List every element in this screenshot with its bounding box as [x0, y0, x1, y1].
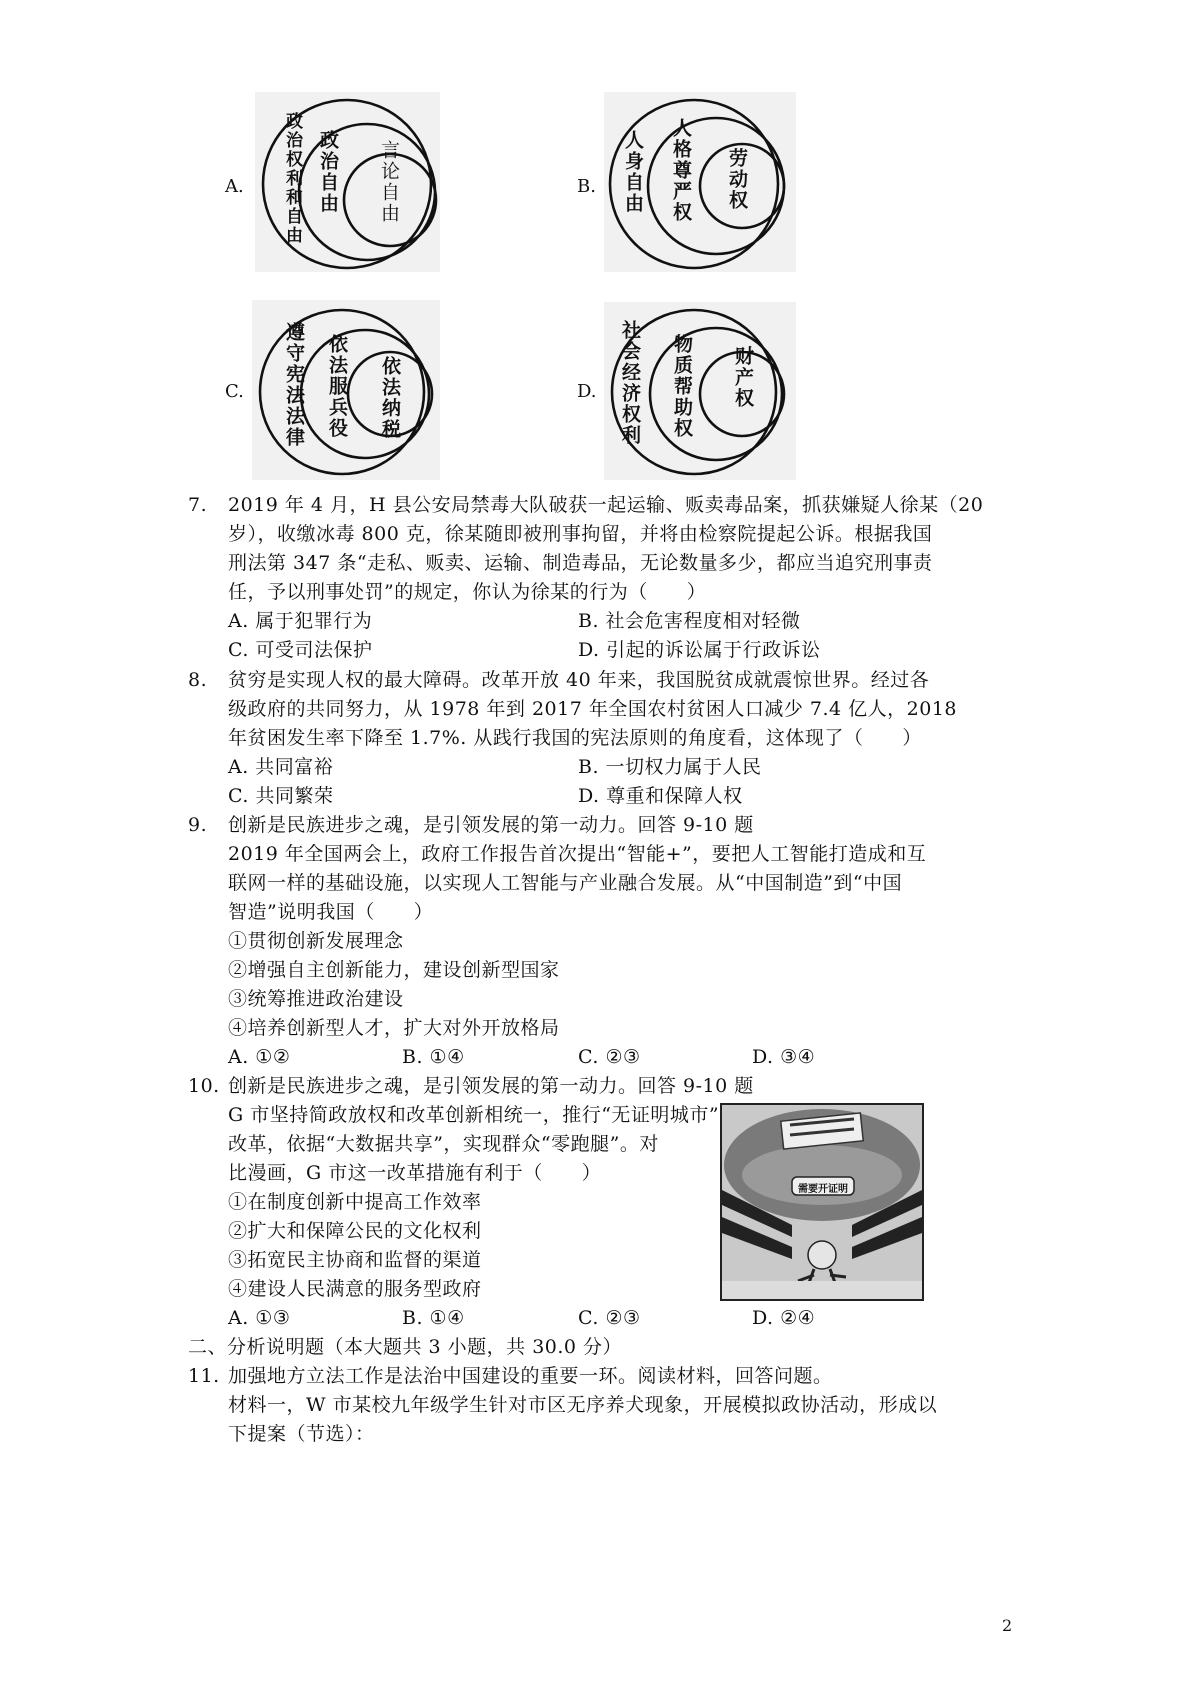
statement-4: ④建设人民满意的服务型政府	[228, 1278, 482, 1300]
outer-circle-text: 社会经济权利	[619, 320, 641, 446]
question-text-line: 贫穷是实现人权的最大障碍。改革开放 40 年来，我国脱贫成就震惊世界。经过各	[228, 669, 930, 691]
question-text-line: 加强地方立法工作是法治中国建设的重要一环。阅读材料，回答问题。	[228, 1365, 833, 1387]
question-text-line: 2019 年全国两会上，政府工作报告首次提出“智能+”，要把人工智能打造成和互	[228, 843, 927, 865]
question-text-line: 2019 年 4 月，H 县公安局禁毒大队破获一起运输、贩卖毒品案，抓获嫌疑人徐某（20	[228, 494, 984, 516]
option-b[interactable]: B. ①④	[402, 1046, 465, 1068]
option-d[interactable]: D. 尊重和保障人权	[578, 785, 743, 807]
option-d[interactable]: D. ③④	[752, 1046, 816, 1068]
middle-circle-text: 政治自由	[317, 130, 339, 214]
outer-circle-text: 人身自由	[622, 130, 644, 214]
statement-3: ③拓宽民主协商和监督的渠道	[228, 1249, 482, 1271]
section-heading: 二、分析说明题（本大题共 3 小题，共 30.0 分）	[188, 1336, 623, 1358]
question-text-line: 比漫画，G 市这一改革措施有利于（ ）	[228, 1162, 602, 1184]
inner-circle-text: 劳动权	[726, 148, 748, 211]
statement-1: ①在制度创新中提高工作效率	[228, 1191, 482, 1213]
comic-sign-text: 需要开证明	[798, 1184, 848, 1195]
option-d[interactable]: D. 引起的诉讼属于行政诉讼	[578, 639, 821, 661]
statement-4: ④培养创新型人才，扩大对外开放格局	[228, 1017, 560, 1039]
option-d[interactable]: D. ②④	[752, 1307, 816, 1329]
option-b[interactable]: B. 一切权力属于人民	[578, 756, 762, 778]
question-text-line: 智造”说明我国（ ）	[228, 901, 434, 923]
question-text-line: 任，予以刑事处罚”的规定，你认为徐某的行为（ ）	[228, 581, 707, 603]
diagram-label: B.	[577, 176, 596, 197]
option-c[interactable]: C. ②③	[578, 1307, 641, 1329]
diagram-label: A.	[225, 176, 244, 197]
question-number: 8.	[188, 669, 208, 691]
statement-3: ③统筹推进政治建设	[228, 988, 404, 1010]
option-c[interactable]: C. 共同繁荣	[228, 785, 334, 807]
question-text-line: 刑法第 347 条“走私、贩卖、运输、制造毒品，无论数量多少，都应当追究刑事责	[228, 552, 933, 574]
question-text-line: 材料一，W 市某校九年级学生针对市区无序养犬现象，开展模拟政协活动，形成以	[228, 1394, 938, 1416]
option-a[interactable]: A. 共同富裕	[228, 756, 334, 778]
statement-2: ②扩大和保障公民的文化权利	[228, 1220, 482, 1242]
diagram-label: C.	[225, 381, 244, 402]
middle-circle-text: 依法服兵役	[326, 334, 348, 439]
option-a[interactable]: A. ①③	[228, 1307, 291, 1329]
inner-circle-text: 言论自由	[378, 140, 400, 224]
comic-illustration	[720, 1103, 924, 1301]
question-number: 11.	[188, 1365, 220, 1387]
question-text-line: 改革，依据“大数据共享”，实现群众“零跑腿”。对	[228, 1133, 659, 1155]
question-text-line: 级政府的共同努力，从 1978 年到 2017 年全国农村贫困人口减少 7.4 亿人，2018	[228, 698, 958, 720]
comic-drawing	[722, 1105, 922, 1299]
question-text-line: 联网一样的基础设施，以实现人工智能与产业融合发展。从“中国制造”到“中国	[228, 872, 903, 894]
statement-1: ①贯彻创新发展理念	[228, 930, 404, 952]
middle-circle-text: 人格尊严权	[670, 118, 692, 223]
option-a[interactable]: A. ①②	[228, 1046, 291, 1068]
question-number: 7.	[188, 494, 208, 516]
option-c[interactable]: C. ②③	[578, 1046, 641, 1068]
page-number: 2	[1002, 1616, 1013, 1635]
question-text-line: 下提案（节选）：	[228, 1423, 375, 1445]
option-c[interactable]: C. 可受司法保护	[228, 639, 373, 661]
question-text-line: 创新是民族进步之魂，是引领发展的第一动力。回答 9-10 题	[228, 814, 754, 836]
option-a[interactable]: A. 属于犯罪行为	[228, 610, 373, 632]
question-number: 10.	[188, 1075, 220, 1097]
diagram-label: D.	[577, 381, 597, 402]
outer-circle-text: 遵守宪法法律	[283, 322, 305, 448]
inner-circle-text: 依法纳税	[379, 356, 401, 440]
question-text-line: 岁），收缴冰毒 800 克，徐某随即被刑事拘留，并将由检察院提起公诉。根据我国	[228, 523, 933, 545]
question-text-line: 年贫困发生率下降至 1.7%. 从践行我国的宪法原则的角度看，这体现了（ ）	[228, 727, 922, 749]
inner-circle-text: 财产权	[732, 346, 754, 409]
outer-circle-text: 政治权利和自由	[282, 112, 302, 245]
question-text-line: G 市坚持简政放权和改革创新相统一，推行“无证明城市”	[228, 1104, 720, 1126]
middle-circle-text: 物质帮助权	[671, 334, 693, 439]
option-b[interactable]: B. ①④	[402, 1307, 465, 1329]
question-text-line: 创新是民族进步之魂，是引领发展的第一动力。回答 9-10 题	[228, 1075, 754, 1097]
question-number: 9.	[188, 814, 208, 836]
option-b[interactable]: B. 社会危害程度相对轻微	[578, 610, 801, 632]
statement-2: ②增强自主创新能力，建设创新型国家	[228, 959, 560, 981]
